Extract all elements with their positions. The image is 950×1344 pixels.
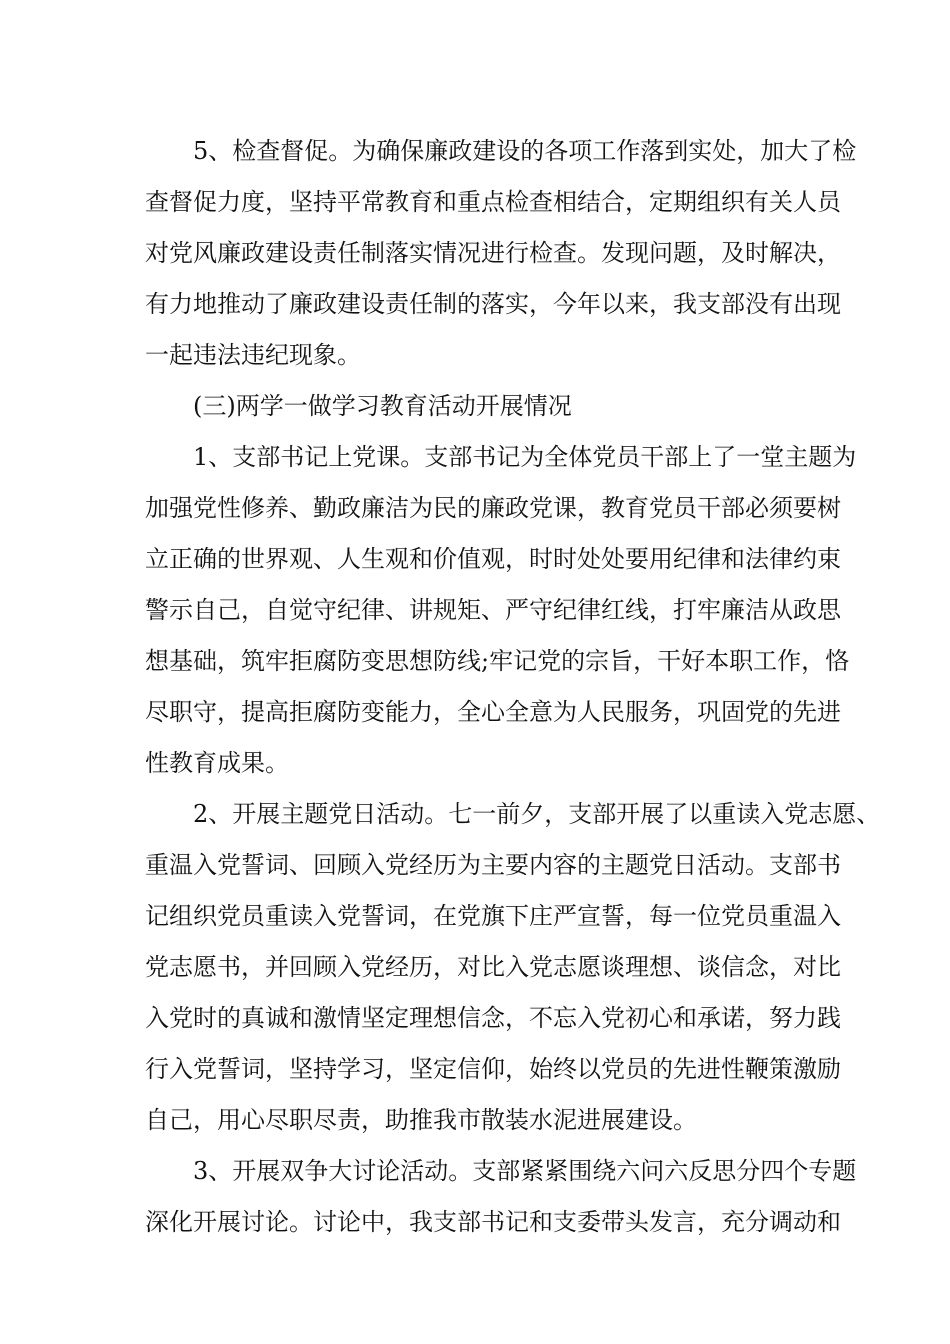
text-line: 警示自己，自觉守纪律、讲规矩、严守纪律红线，打牢廉洁从政思 [145,596,841,624]
text-line: 立正确的世界观、人生观和价值观，时时处处要用纪律和法律约束 [145,545,841,573]
text-line: 5、检查督促。为确保廉政建设的各项工作落到实处，加大了检 [193,137,857,165]
paragraph-inspection-supervision [145,126,857,381]
text-line: 行入党誓词，坚持学习，坚定信仰，始终以党员的先进性鞭策激励 [145,1055,841,1083]
document-body [145,126,881,1248]
paragraph-discussion [145,1146,857,1248]
text-line: 记组织党员重读入党誓词，在党旗下庄严宣誓，每一位党员重温入 [145,902,841,930]
text-line: 自己，用心尽职尽责，助推我市散装水泥进展建设。 [145,1106,697,1134]
text-line: 入党时的真诚和激情坚定理想信念，不忘入党初心和承诺，努力践 [145,1004,841,1032]
text-line: 3、开展双争大讨论活动。支部紧紧围绕六问六反思分四个专题 [193,1157,857,1185]
paragraph-party-day [145,789,881,1146]
text-line: 查督促力度，坚持平常教育和重点检查相结合，定期组织有关人员 [145,188,841,216]
text-line: 1、支部书记上党课。支部书记为全体党员干部上了一堂主题为 [193,443,857,471]
text-line: 有力地推动了廉政建设责任制的落实，今年以来，我支部没有出现 [145,290,841,318]
text-line: 2、开展主题党日活动。七一前夕，支部开展了以重读入党志愿、 [193,800,881,828]
text-line: 深化开展讨论。讨论中，我支部书记和支委带头发言，充分调动和 [145,1208,841,1236]
text-line: 性教育成果。 [145,749,289,777]
text-line: 想基础，筑牢拒腐防变思想防线;牢记党的宗旨，干好本职工作，恪 [145,647,850,675]
section-heading [145,381,813,432]
text-line: 重温入党誓词、回顾入党经历为主要内容的主题党日活动。支部书 [145,851,841,879]
section-heading-text: (三)两学一做学习教育活动开展情况 [193,392,572,420]
text-line: 尽职守，提高拒腐防变能力，全心全意为人民服务，巩固党的先进 [145,698,841,726]
paragraph-party-lecture [145,432,857,789]
text-line: 对党风廉政建设责任制落实情况进行检查。发现问题，及时解决， [145,239,841,267]
text-line: 一起违法违纪现象。 [145,341,361,369]
text-line: 党志愿书，并回顾入党经历，对比入党志愿谈理想、谈信念，对比 [145,953,841,981]
text-line: 加强党性修养、勤政廉洁为民的廉政党课，教育党员干部必须要树 [145,494,841,522]
